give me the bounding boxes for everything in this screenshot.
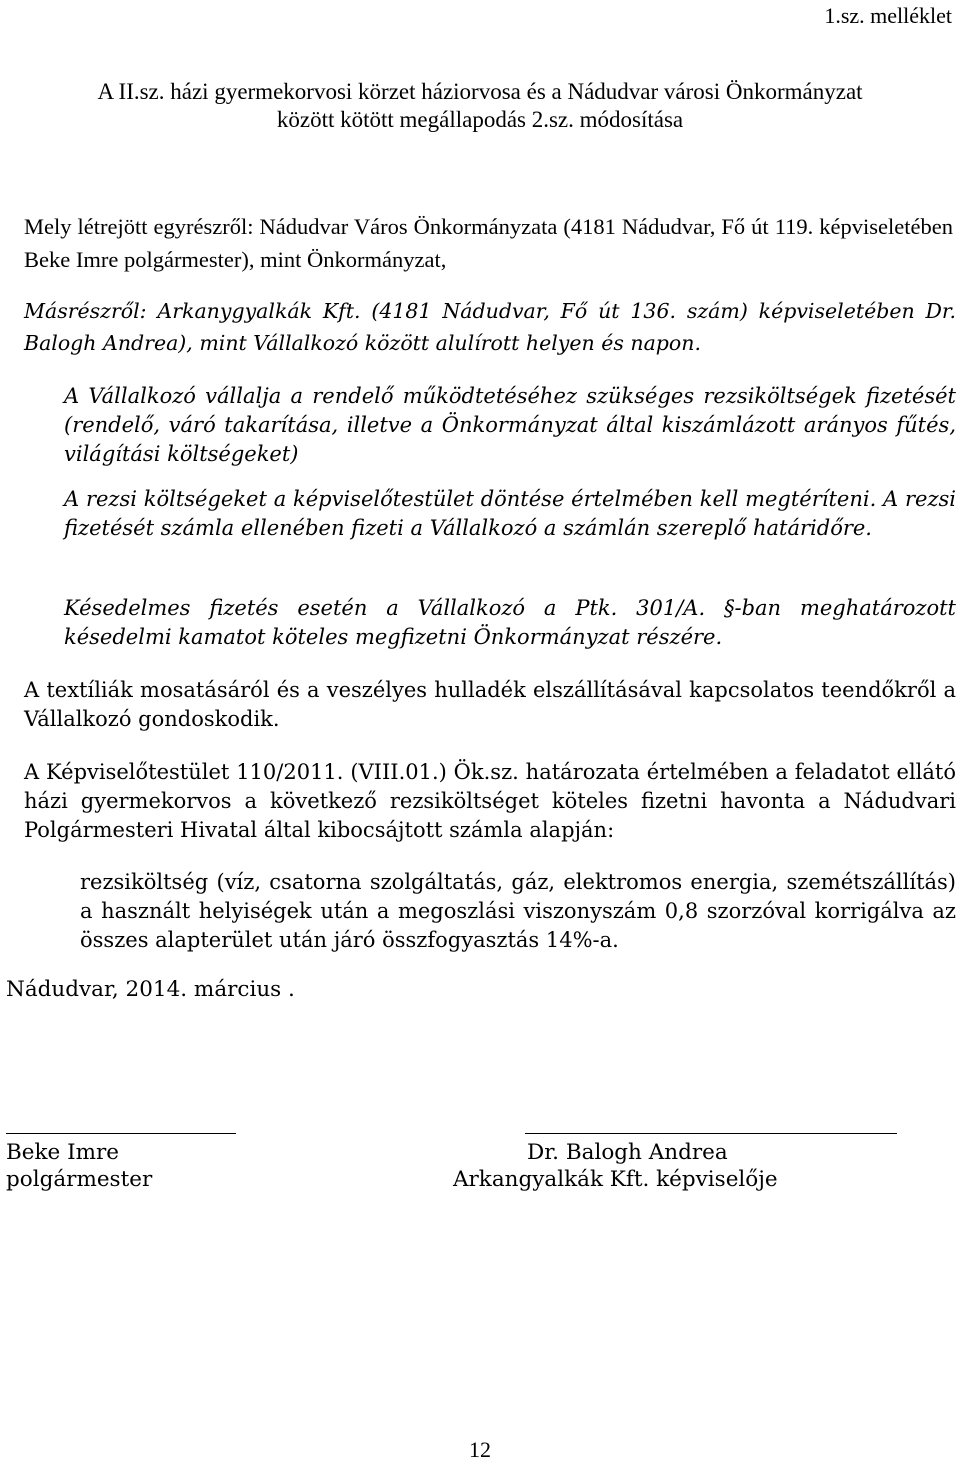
annex-label: 1.sz. melléklet <box>824 3 952 28</box>
right-signatory-name: Dr. Balogh Andrea <box>527 1140 728 1165</box>
document-title-line-2: között kötött megállapodás 2.sz. módosítása <box>276 107 684 132</box>
resolution-paragraph: A Képviselőtestület 110/2011. (VIII.01.) Ök.sz. határozata értelmében a feladatot ellátó házi gyermekorvos a következő rezsiköltséget köteles fizetni havonta a Nádudvari Polgármesteri Hivatal által kibocsájtott számla alapján: <box>24 760 956 842</box>
reimbursement-paragraph: A rezsi költségeket a képviselőtestület döntése értelmében kell megtéríteni. A rezsi fizetését számla ellenében fizeti a Vállalkozó a számlán szereplő határidőre. <box>64 487 956 540</box>
page-number: 12 <box>469 1437 491 1462</box>
right-signatory-role: Arkangyalkák Kft. képviselője <box>453 1167 778 1192</box>
right-signature-line <box>525 1133 897 1134</box>
place-and-date: Nádudvar, 2014. március . <box>6 977 295 1002</box>
second-party-paragraph: Másrészről: Arkanygyalkák Kft. (4181 Nádudvar, Fő út 136. szám) képviseletében Dr. Balogh Andrea), mint Vállalkozó között alulírott helyen és napon. <box>24 299 956 355</box>
textiles-waste-paragraph: A textíliák mosatásáról és a veszélyes hulladék elszállításával kapcsolatos teendőkről a Vállalkozó gondoskodik. <box>24 678 956 731</box>
document-title-line-1: A II.sz. házi gyermekorvosi körzet háziorvosa és a Nádudvar városi Önkormányzat <box>97 79 863 104</box>
left-signatory-name: Beke Imre <box>6 1140 119 1165</box>
late-payment-paragraph: Késedelmes fizetés esetén a Vállalkozó a Ptk. 301/A. §-ban meghatározott késedelmi kamatot köteles megfizetni Önkormányzat részére. <box>64 596 956 649</box>
first-party-paragraph: Mely létrejött egyrészről: Nádudvar Város Önkormányzata (4181 Nádudvar, Fő út 119. képviseletében Beke Imre polgármester), mint Önkormányzat, <box>24 214 953 272</box>
overhead-definition-paragraph: rezsiköltség (víz, csatorna szolgáltatás, gáz, elektromos energia, szemétszállítás) a használt helyiségek után a megoszlási viszonyszám 0,8 szorzóval korrigálva az összes alapterület után járó összfogyasztás 14%-a. <box>80 870 956 952</box>
overhead-costs-paragraph: A Vállalkozó vállalja a rendelő működtetéséhez szükséges rezsiköltségek fizetését (rendelő, váró takarítása, illetve a Önkormányzat által kiszámlázott arányos fűtés, világítási költségeket) <box>64 384 956 466</box>
left-signatory-role: polgármester <box>6 1167 153 1192</box>
left-signature-line <box>6 1133 236 1134</box>
